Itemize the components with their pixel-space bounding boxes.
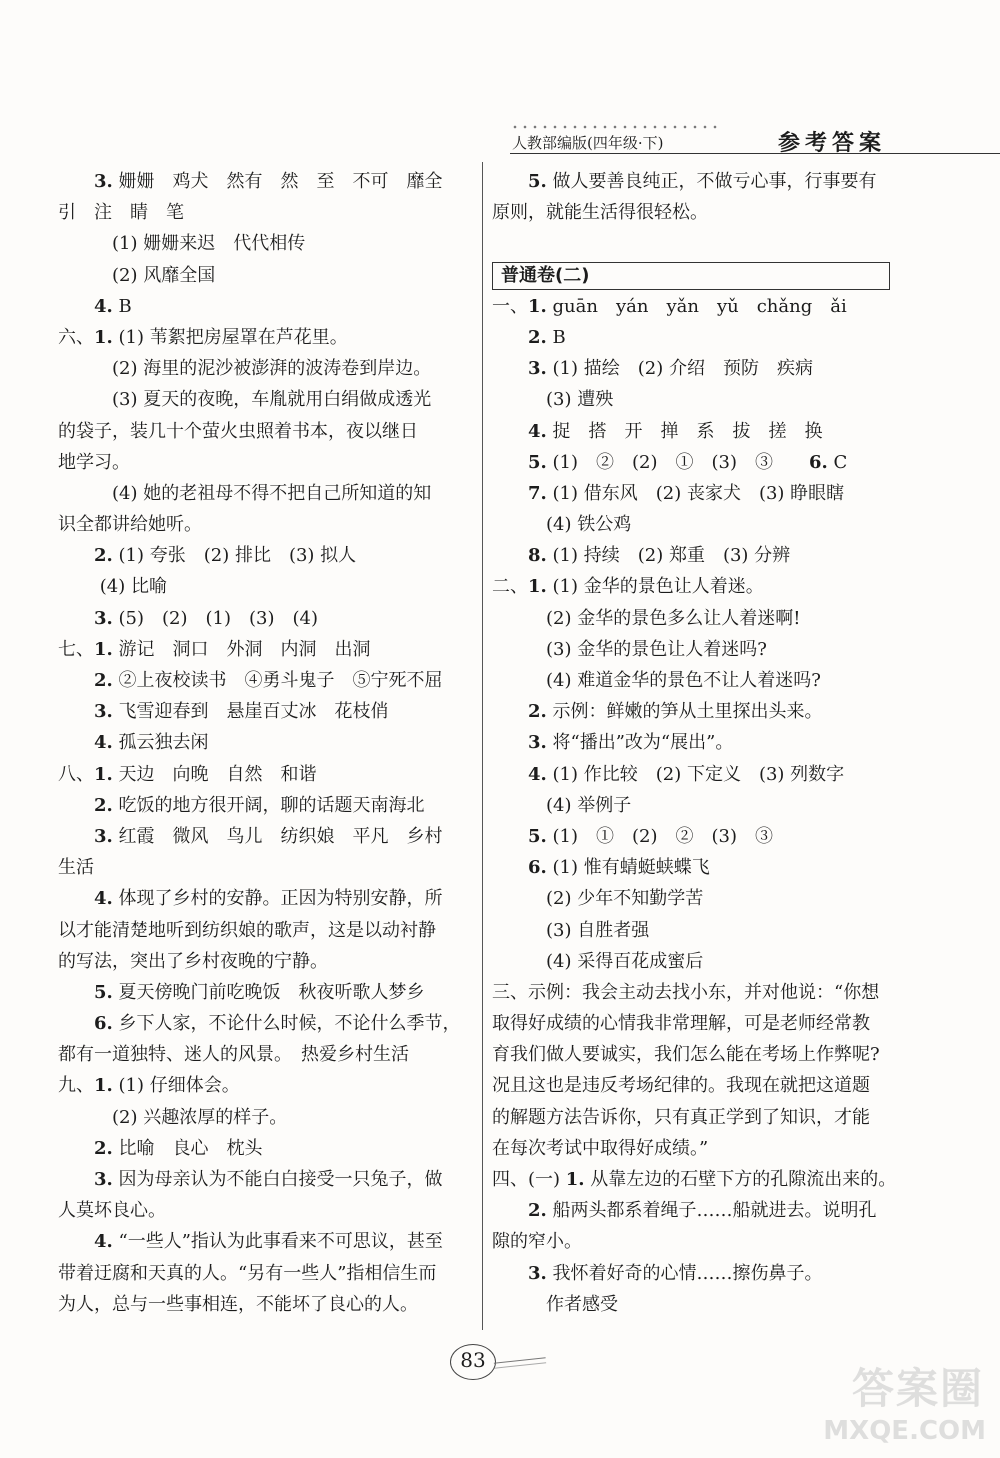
right-answer-line: 隙的窄小。 — [492, 1231, 582, 1253]
page-number: 83 — [460, 1348, 486, 1372]
watermark — [792, 1352, 992, 1452]
right-answer-line: 二、1. (1) 金华的景色让人着迷。 — [492, 576, 764, 598]
right-answer-line: 2. B — [528, 326, 566, 348]
right-answer-line: 2. 示例：鲜嫩的笋从土里探出头来。 — [528, 701, 823, 723]
right-answer-line: 四、(一) 1. 从靠左边的石壁下方的孔隙流出来的。 — [492, 1169, 897, 1190]
right-answer-line: 作者感受 — [492, 1293, 618, 1315]
right-answer-line: 8. (1) 持续 (2) 郑重 (3) 分辨 — [528, 545, 791, 567]
right-answer-line: 7. (1) 借东风 (2) 丧家犬 (3) 睁眼瞎 — [528, 482, 845, 504]
left-answer-line: 七、1. 游记 洞口 外洞 内洞 出洞 — [58, 638, 371, 660]
page-header — [510, 120, 1000, 160]
left-answer-line: 3. 红霞 微风 鸟儿 纺织娘 平凡 乡村 — [94, 825, 443, 847]
left-answer-line: (4) 比喻 — [58, 576, 167, 598]
right-answer-line: 3. 我怀着好奇的心情……擦伤鼻子。 — [528, 1262, 823, 1284]
left-answer-line: (3) 夏天的夜晚，车胤就用白绢做成透光 — [58, 389, 432, 411]
right-answer-line: (4) 铁公鸡 — [492, 514, 632, 536]
right-answer-line: 原则，就能生活得很轻松。 — [492, 202, 708, 224]
right-answer-line: 三、示例：我会主动去找小东，并对他说：“你想 — [492, 981, 880, 1003]
right-answer-line: 取得好成绩的心情我非常理解，可是老师经常教 — [492, 1013, 870, 1035]
left-answer-line: 以才能清楚地听到纺织娘的歌声，这是以动衬静 — [58, 919, 436, 941]
right-answer-line: 一、1. guān yán yǎn yǔ chǎng ǎi — [492, 295, 847, 317]
edition-label: 人教部编版(四年级·下) — [512, 134, 664, 152]
right-answer-line: (4) 举例子 — [492, 794, 632, 816]
left-answer-line: 人莫坏良心。 — [58, 1200, 166, 1222]
left-answer-line: 八、1. 天边 向晚 自然 和谐 — [58, 763, 317, 785]
magnifier-handle-icon — [494, 1357, 546, 1368]
left-answer-line: 4. B — [94, 295, 132, 317]
right-answer-line: 在每次考试中取得好成绩。” — [492, 1137, 709, 1159]
right-answer-line: 普通卷(二) — [492, 260, 902, 291]
left-column — [58, 166, 470, 1320]
right-answer-line: 5. (1) ① (2) ② (3) ③ — [528, 825, 774, 847]
right-answer-line: (2) 少年不知勤学苦 — [492, 888, 704, 910]
left-answer-line: 3. 因为母亲认为不能白白接受一只兔子，做 — [94, 1169, 443, 1190]
left-answer-line: 识全都讲给她听。 — [58, 514, 202, 536]
right-answer-line: (3) 自胜者强 — [492, 919, 650, 941]
right-answer-line: 3. 将“播出”改为“展出”。 — [528, 732, 734, 754]
watermark-logo: 答案圈 — [851, 1364, 984, 1413]
left-answer-line: 2. ②上夜校读书 ④勇斗鬼子 ⑤宁死不屈 — [94, 670, 443, 691]
right-answer-line: 2. 船两头都系着绳子……船就进去。说明孔 — [528, 1200, 877, 1222]
right-answer-line: 育我们做人要诚实，我们怎么能在考场上作弊呢? — [492, 1044, 880, 1066]
right-answer-line: (3) 遭殃 — [492, 389, 614, 411]
right-answer-line: 6. (1) 惟有蜻蜓蛱蝶飞 — [528, 857, 710, 879]
left-answer-line: 六、1. (1) 苇絮把房屋罩在芦花里。 — [58, 326, 348, 348]
right-answer-line: 3. (1) 描绘 (2) 介绍 预防 疾病 — [528, 358, 813, 380]
right-answer-line: (3) 金华的景色让人着迷吗? — [492, 638, 767, 660]
right-answer-line: (4) 难道金华的景色不让人着迷吗? — [492, 670, 821, 691]
right-column — [492, 166, 902, 1320]
header-dot-row — [510, 124, 720, 130]
left-answer-line: 都有一道独特、迷人的风景。 热爱乡村生活 — [58, 1044, 409, 1066]
left-answer-line: 引 注 睛 笔 — [58, 202, 184, 224]
left-answer-line: (1) 姗姗来迟 代代相传 — [58, 233, 306, 255]
left-answer-line: 3. 姗姗 鸡犬 然有 然 至 不可 靡全 — [94, 171, 443, 192]
left-answer-line: 5. 夏天傍晚门前吃晚饭 秋夜听歌人梦乡 — [94, 981, 425, 1003]
page-footer — [440, 1338, 560, 1388]
left-answer-line: 地学习。 — [58, 451, 130, 473]
left-answer-line: 2. (1) 夸张 (2) 排比 (3) 拟人 — [94, 545, 357, 567]
right-answer-line: 4. (1) 作比较 (2) 下定义 (3) 列数字 — [528, 763, 845, 785]
watermark-url: MXQE.COM — [823, 1416, 986, 1446]
left-answer-line: 生活 — [58, 857, 94, 879]
left-answer-line: 3. 飞雪迎春到 悬崖百丈冰 花枝俏 — [94, 701, 389, 723]
left-answer-line: 4. “一些人”指认为此事看来不可思议，甚至 — [94, 1231, 443, 1253]
left-answer-line: 2. 比喻 良心 枕头 — [94, 1137, 263, 1159]
right-answer-line: (4) 采得百花成蜜后 — [492, 950, 704, 972]
column-divider — [482, 162, 483, 1330]
right-answer-line: 4. 捉 搭 开 掸 系 拔 搓 换 — [528, 420, 823, 442]
left-answer-line: 为人，总与一些事相连，不能坏了良心的人。 — [58, 1293, 418, 1315]
left-answer-line: (2) 海里的泥沙被澎湃的波涛卷到岸边。 — [58, 358, 432, 380]
left-answer-line: 4. 孤云独去闲 — [94, 732, 209, 754]
left-answer-line: 4. 体现了乡村的安静。正因为特别安静，所 — [94, 888, 443, 910]
left-answer-line: (2) 兴趣浓厚的样子。 — [58, 1106, 288, 1128]
right-answer-line: 的解题方法告诉你，只有真正学到了知识，才能 — [492, 1106, 870, 1128]
left-answer-line: (2) 风靡全国 — [58, 264, 216, 286]
left-answer-line: (4) 她的老祖母不得不把自己所知道的知 — [58, 482, 432, 504]
right-answer-line: 5. (1) ② (2) ① (3) ③ 6. C — [528, 451, 848, 473]
left-answer-line: 3. (5) (2) (1) (3) (4) — [94, 607, 319, 629]
header-rule — [510, 153, 1000, 154]
left-answer-line: 的写法，突出了乡村夜晚的宁静。 — [58, 950, 328, 972]
left-answer-line: 带着迂腐和天真的人。“另有一些人”指相信生而 — [58, 1262, 437, 1284]
left-answer-line: 的袋子，装几十个萤火虫照着书本，夜以继日 — [58, 420, 418, 442]
right-answer-line: 况且这也是违反考场纪律的。我现在就把这道题 — [492, 1075, 870, 1097]
left-answer-line: 6. 乡下人家，不论什么时候，不论什么季节， — [94, 1013, 461, 1035]
right-answer-line: (2) 金华的景色多么让人着迷啊! — [492, 607, 801, 629]
right-answer-line — [492, 228, 902, 259]
left-answer-line: 九、1. (1) 仔细体会。 — [58, 1075, 240, 1097]
right-answer-line: 5. 做人要善良纯正，不做亏心事，行事要有 — [528, 171, 877, 192]
section-title: 参考答案 — [778, 131, 887, 156]
left-answer-line: 2. 吃饭的地方很开阔，聊的话题天南海北 — [94, 794, 425, 816]
